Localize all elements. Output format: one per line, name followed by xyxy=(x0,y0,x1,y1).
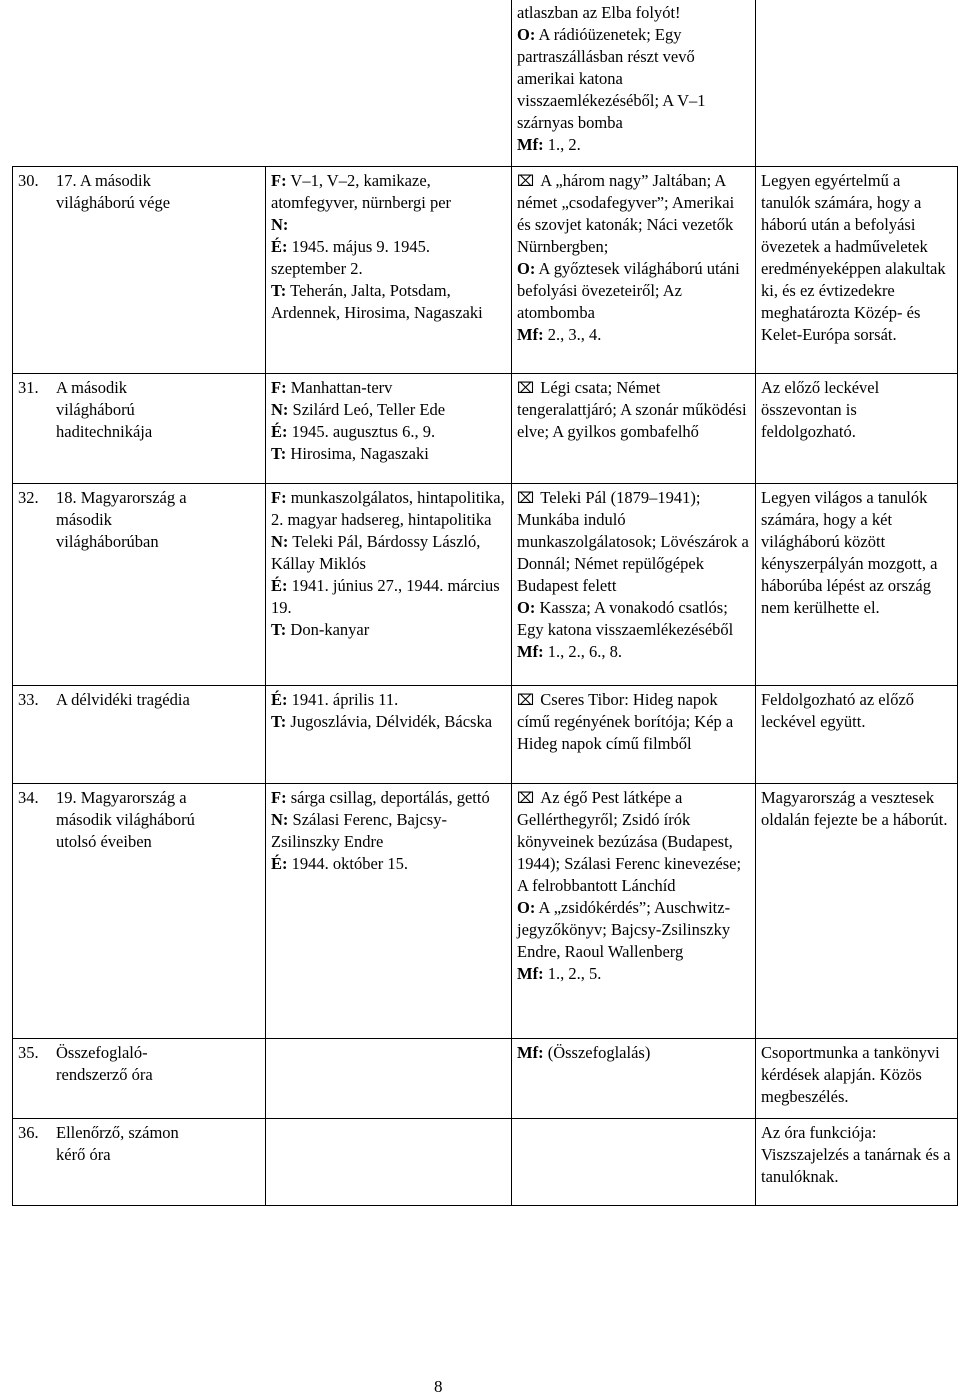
lesson-number: 31. xyxy=(18,378,39,397)
cell-line xyxy=(517,324,750,346)
concepts-cell xyxy=(266,484,512,686)
lesson-number: 30. xyxy=(18,171,39,190)
cell-line xyxy=(271,236,506,280)
line-label: N: xyxy=(271,810,289,829)
notes-text: Az előző leckével összevontan is feldolgozható. xyxy=(761,378,880,441)
picture-icon: ⌧ xyxy=(517,379,535,397)
concepts-cell xyxy=(266,374,512,484)
picture-icon: ⌧ xyxy=(517,691,535,709)
cell-line xyxy=(517,689,750,755)
line-text: Kassza; A vonakodó csatlós; Egy katona visszaemlékezéséből xyxy=(517,598,734,639)
line-label: Mf: xyxy=(517,964,544,983)
concepts-cell xyxy=(266,686,512,784)
line-text: A „zsidókérdés”; Auschwitz-jegyzőkönyv; Bajcsy-Zsilinszky Endre, Raoul Wallenberg xyxy=(517,898,731,961)
lesson-title: 19. Magyarország a második világháború utolsó éveiben xyxy=(56,788,195,851)
notes-text: Legyen egyértelmű a tanulók számára, hogy a háború után a befolyási övezetek a hadműveletek eredményeképpen alakultak ki, és ez évtizedekre meghatározta Közép- és Kelet-Európa sorsát. xyxy=(761,171,946,344)
notes-text: Az óra funkciója: Viszszajelzés a tanárnak és a tanulóknak. xyxy=(761,1123,951,1186)
line-text: 1., 2., 5. xyxy=(543,964,602,983)
lesson-cell xyxy=(13,374,266,484)
cell-line xyxy=(271,531,506,575)
top-line: Mf: 1., 2. xyxy=(517,135,581,154)
line-text: Hirosima, Nagaszaki xyxy=(286,444,429,463)
line-label: F: xyxy=(271,378,287,397)
line-text: 1944. október 15. xyxy=(287,854,409,873)
cell-line xyxy=(271,214,506,236)
concepts-cell xyxy=(266,784,512,1039)
lesson-number: 35. xyxy=(18,1043,39,1062)
notes-cell xyxy=(756,1119,958,1206)
notes-text: Feldolgozható az előző leckével együtt. xyxy=(761,690,915,731)
table-row xyxy=(13,1039,958,1119)
line-text: (Összefoglalás) xyxy=(543,1043,651,1062)
table-row xyxy=(13,784,958,1039)
cell-line xyxy=(271,487,506,531)
line-text: Don-kanyar xyxy=(286,620,370,639)
notes-cell xyxy=(756,1039,958,1119)
cell-line xyxy=(271,787,506,809)
line-label: Mf: xyxy=(517,325,544,344)
cell-line xyxy=(517,641,750,663)
line-text: Szilárd Leó, Teller Ede xyxy=(288,400,446,419)
line-text: A „három nagy” Jaltában; A német „csodafegyver”; Amerikai és szovjet katonák; Náci vezetők Nürnbergben; xyxy=(517,171,735,256)
line-label: N: xyxy=(271,532,289,551)
line-label: O: xyxy=(517,598,536,617)
line-text: munkaszolgálatos, hintapolitika, 2. magyar hadsereg, hintapolitika xyxy=(271,488,505,529)
line-text: 1941. április 11. xyxy=(287,690,399,709)
notes-cell xyxy=(756,784,958,1039)
line-label: O: xyxy=(517,898,536,917)
line-label: F: xyxy=(271,171,287,190)
cell-line xyxy=(271,575,506,619)
lesson-number: 36. xyxy=(18,1123,39,1142)
line-text: 1945. augusztus 6., 9. xyxy=(287,422,436,441)
line-text: 1941. június 27., 1944. március 19. xyxy=(271,576,500,617)
line-text: 1., 2., 6., 8. xyxy=(543,642,622,661)
lesson-title: Ellenőrző, számon kérő óra xyxy=(56,1123,179,1164)
notes-cell xyxy=(756,484,958,686)
cell-line xyxy=(271,421,506,443)
sources-cell xyxy=(512,167,756,374)
lesson-number: 33. xyxy=(18,690,39,709)
cell-line xyxy=(517,377,750,443)
table-row xyxy=(13,167,958,374)
line-text: Az égő Pest látképe a Gellérthegyről; Zsidó írók könyveinek bezúzása (Budapest, 1944); Szálasi Ferenc kinevezése; A felrobbantott Lánchíd xyxy=(517,788,742,895)
notes-text: Legyen világos a tanulók számára, hogy a két világháború között kényszerpályán mozgott, a háborúba lépést az ország nem kerülhette el. xyxy=(761,488,938,617)
cell-line xyxy=(271,399,506,421)
line-text: Cseres Tibor: Hideg napok című regényének borítója; Kép a Hideg napok című filmből xyxy=(517,690,734,753)
line-label: É: xyxy=(271,576,288,595)
cell-line xyxy=(517,170,750,258)
line-label: É: xyxy=(271,422,288,441)
cell-line xyxy=(517,487,750,597)
line-text: Jugoszlávia, Délvidék, Bácska xyxy=(286,712,493,731)
line-text: sárga csillag, deportálás, gettó xyxy=(286,788,490,807)
empty-cell xyxy=(13,0,266,167)
table-body xyxy=(13,0,958,1206)
cell-line xyxy=(271,853,506,875)
line-label: Mf: xyxy=(517,1043,544,1062)
lesson-cell xyxy=(13,484,266,686)
line-text: A győztesek világháború utáni befolyási övezeteiről; Az atombomba xyxy=(517,259,740,322)
notes-text: Csoportmunka a tankönyvi kérdések alapján. Közös megbeszélés. xyxy=(761,1043,940,1106)
top-line: O: A rádióüzenetek; Egy partraszállásban részt vevő amerikai katona visszaemlékezéséből; A V–1 szárnyas bomba xyxy=(517,25,706,132)
line-label: É: xyxy=(271,690,288,709)
line-label: É: xyxy=(271,237,288,256)
lesson-title: 17. A második világháború vége xyxy=(56,171,171,212)
lesson-cell xyxy=(13,1119,266,1206)
table-row-continuation xyxy=(13,0,958,167)
page-number: 8 xyxy=(434,1377,443,1396)
notes-text: Magyarország a vesztesek oldalán fejezte be a háborút. xyxy=(761,788,948,829)
line-text: V–1, V–2, kamikaze, atomfegyver, nürnbergi per xyxy=(271,171,452,212)
line-label: T: xyxy=(271,444,287,463)
empty-cell xyxy=(756,0,958,167)
line-text: Manhattan-terv xyxy=(286,378,393,397)
line-label: T: xyxy=(271,620,287,639)
cell-line xyxy=(517,787,750,897)
lesson-cell xyxy=(13,686,266,784)
lesson-number: 34. xyxy=(18,788,39,807)
line-label: F: xyxy=(271,788,287,807)
empty-cell xyxy=(266,0,512,167)
picture-icon: ⌧ xyxy=(517,789,535,807)
top-continuation-cell xyxy=(512,0,756,167)
line-label: É: xyxy=(271,854,288,873)
sources-cell xyxy=(512,1039,756,1119)
cell-line xyxy=(271,619,506,641)
line-label: Mf: xyxy=(517,642,544,661)
cell-line xyxy=(271,809,506,853)
notes-cell xyxy=(756,167,958,374)
table-row xyxy=(13,1119,958,1206)
cell-line xyxy=(517,258,750,324)
picture-icon: ⌧ xyxy=(517,489,535,507)
notes-cell xyxy=(756,374,958,484)
lesson-cell xyxy=(13,167,266,374)
cell-line xyxy=(517,597,750,641)
line-text: Teleki Pál, Bárdossy László, Kállay Miklós xyxy=(271,532,481,573)
picture-icon: ⌧ xyxy=(517,172,535,190)
cell-line xyxy=(271,377,506,399)
lesson-title: A délvidéki tragédia xyxy=(56,690,190,709)
concepts-cell xyxy=(266,1119,512,1206)
concepts-cell xyxy=(266,1039,512,1119)
cell-line xyxy=(271,443,506,465)
line-label: T: xyxy=(271,712,287,731)
line-label: T: xyxy=(271,281,287,300)
line-text: Szálasi Ferenc, Bajcsy-Zsilinszky Endre xyxy=(271,810,447,851)
lesson-title: Összefoglaló-rendszerző óra xyxy=(56,1043,153,1084)
line-label: N: xyxy=(271,400,289,419)
line-label: O: xyxy=(517,259,536,278)
concepts-cell xyxy=(266,167,512,374)
cell-line xyxy=(517,1042,750,1064)
top-line: atlaszban az Elba folyót! xyxy=(517,3,681,22)
cell-line xyxy=(271,711,506,733)
sources-cell xyxy=(512,784,756,1039)
line-label: N: xyxy=(271,215,289,234)
cell-line xyxy=(517,897,750,963)
cell-line xyxy=(271,689,506,711)
line-label: F: xyxy=(271,488,287,507)
sources-cell xyxy=(512,374,756,484)
notes-cell xyxy=(756,686,958,784)
lesson-title: 18. Magyarország a második világháborúban xyxy=(56,488,187,551)
cell-line xyxy=(517,963,750,985)
lesson-cell xyxy=(13,1039,266,1119)
sources-cell xyxy=(512,484,756,686)
line-text: Légi csata; Német tengeralattjáró; A szonár működési elve; A gyilkos gombafelhő xyxy=(517,378,747,441)
line-text: 2., 3., 4. xyxy=(543,325,602,344)
line-text: 1945. május 9. 1945. szeptember 2. xyxy=(271,237,431,278)
sources-cell xyxy=(512,686,756,784)
lesson-number: 32. xyxy=(18,488,39,507)
cell-line xyxy=(271,280,506,324)
lesson-title: A második világháború haditechnikája xyxy=(56,378,153,441)
line-text: Teleki Pál (1879–1941); Munkába induló munkaszolgálatosok; Lövészárok a Donnál; Német repülőgépek Budapest felett xyxy=(517,488,749,595)
table-row xyxy=(13,484,958,686)
table-row xyxy=(13,374,958,484)
sources-cell xyxy=(512,1119,756,1206)
line-text: Teherán, Jalta, Potsdam, Ardennek, Hirosima, Nagaszaki xyxy=(271,281,483,322)
curriculum-table xyxy=(12,0,958,1206)
table-row xyxy=(13,686,958,784)
cell-line xyxy=(271,170,506,214)
lesson-cell xyxy=(13,784,266,1039)
